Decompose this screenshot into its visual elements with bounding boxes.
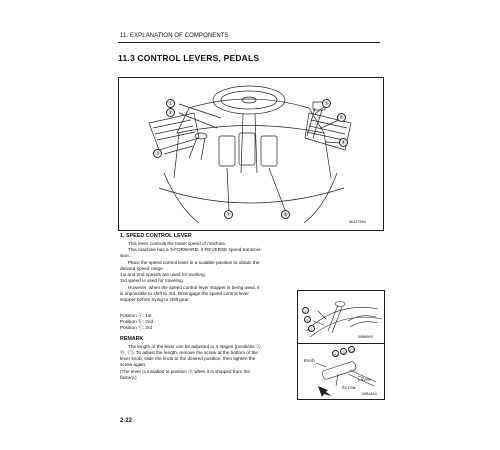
remark-title: REMARK — [120, 336, 144, 342]
body-line: is impossible to shift to 3rd. Disengage the speed control lever — [120, 291, 249, 296]
position-c-callout: ⓒ — [309, 327, 314, 332]
stage-c-callout: Ⓒ — [349, 348, 354, 353]
lever-position-figure — [297, 290, 385, 344]
callout-5: ⑤ — [322, 99, 331, 108]
knob-label: Knob — [304, 359, 315, 364]
callout-4: ④ — [339, 138, 348, 147]
position-2nd: Position ⓑ: 2nd — [120, 319, 154, 324]
speed-control-lever-title: 1. SPEED CONTROL LEVER — [120, 233, 192, 239]
callout-2: ② — [166, 108, 175, 117]
callout-8: ⑧ — [281, 210, 290, 219]
lever-knob-figure — [297, 343, 385, 400]
callout-3: ③ — [153, 149, 162, 158]
body-line: This lever controls the travel speed of machine. — [128, 241, 227, 246]
body-line: 1st and 2nd speeds are used for working. — [120, 272, 206, 277]
stage-a-callout: Ⓐ — [333, 352, 338, 357]
remark-line: lever knob, slide the knob to the desired position, then tighten the — [120, 356, 256, 361]
lever-figure-code: 9OB0003 — [358, 336, 373, 340]
callout-1: ① — [166, 99, 175, 108]
position-b-callout: ⓑ — [305, 318, 310, 323]
screw-label: Screw — [342, 386, 356, 391]
lever-label: Lever — [358, 378, 372, 383]
header-divider — [118, 42, 380, 43]
stage-b-callout: Ⓑ — [341, 350, 346, 355]
position-3rd: Position ⓒ: 3rd — [120, 325, 153, 330]
callout-7: ⑦ — [224, 210, 233, 219]
page-number: 2-22 — [120, 418, 133, 424]
remark-line: factory.) — [120, 375, 137, 380]
body-line: Place the speed control lever in a suitable position to obtain the — [128, 260, 260, 265]
section-title: 11.3 CONTROL LEVERS, PEDALS — [118, 53, 260, 63]
control-levers-figure — [118, 77, 384, 231]
knob-figure-code: 9OB1A04 — [362, 393, 377, 397]
body-line: stopper before trying to shift gear. — [120, 297, 190, 302]
position-a-callout: ⓐ — [303, 309, 308, 314]
body-line: However, when the speed control lever stopper is being used, it — [128, 285, 260, 290]
remark-line: (The lever is installed to position Ⓑ when it is shipped from the — [120, 369, 251, 374]
section-header: 11. EXPLANATION OF COMPONENTS — [120, 33, 229, 39]
remark-line: The length of the lever can be adjusted to 3 stages (positions Ⓐ, — [128, 344, 262, 349]
body-line: desired speed range. — [120, 266, 165, 271]
callout-6: ⑥ — [337, 113, 346, 122]
remark-line: screw again. — [120, 362, 147, 367]
figure-code: 9EA27004 — [349, 221, 366, 225]
position-1st: Position ⓐ: 1st — [120, 313, 152, 318]
body-line: This machine has a 3-FORWARD, 3-REVERSE speed transmis- — [128, 247, 262, 252]
remark-line: Ⓑ, Ⓒ). To adjust the length, remove the screw at the bottom of the — [120, 350, 259, 355]
body-line: sion. — [120, 253, 130, 258]
body-line: 3rd speed is used for traveling. — [120, 278, 185, 283]
